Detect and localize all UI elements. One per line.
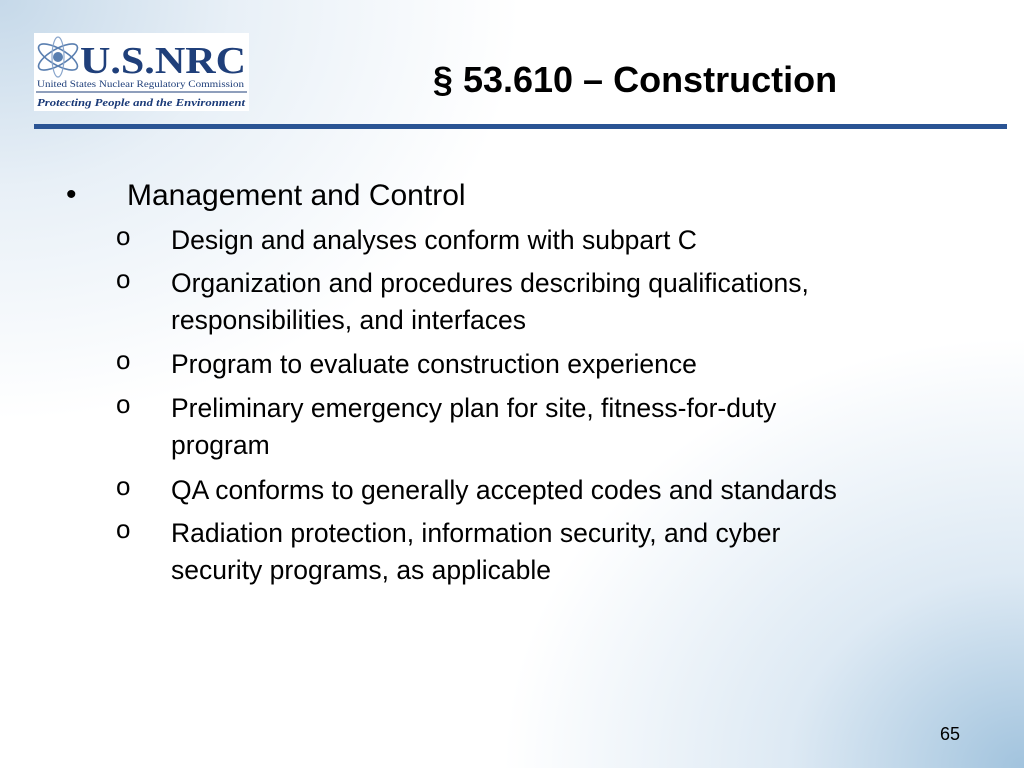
- list-item-text: Organization and procedures describing qualifications, responsibilities, and interfaces: [171, 268, 809, 335]
- sub-bullet-marker: o: [116, 471, 131, 501]
- list-item-text: Radiation protection, information security, and cyber security programs, as applicable: [171, 518, 781, 585]
- logo-tagline: Protecting People and the Environment: [37, 98, 247, 109]
- logo-wordmark: U.S.NRC: [80, 40, 246, 82]
- sub-bullet-marker: o: [116, 389, 131, 419]
- logo-subtitle: United States Nuclear Regulatory Commission: [37, 80, 245, 90]
- list-item-text: Program to evaluate construction experience: [171, 349, 697, 379]
- list-item-text: QA conforms to generally accepted codes and standards: [171, 475, 837, 505]
- sub-bullet-marker: o: [116, 345, 131, 375]
- sub-bullet-marker: o: [116, 221, 131, 251]
- slide-title: § 53.610 – Construction: [432, 59, 838, 100]
- sub-bullet-marker: o: [116, 264, 131, 294]
- list-item-text: Preliminary emergency plan for site, fitness-for-duty program: [171, 393, 777, 460]
- bullet-marker: •: [66, 178, 77, 211]
- list-item-text: Design and analyses conform with subpart C: [171, 225, 697, 255]
- page-number: 65: [939, 724, 961, 744]
- bullet-heading: Management and Control: [127, 179, 466, 212]
- sub-bullet-marker: o: [116, 514, 131, 544]
